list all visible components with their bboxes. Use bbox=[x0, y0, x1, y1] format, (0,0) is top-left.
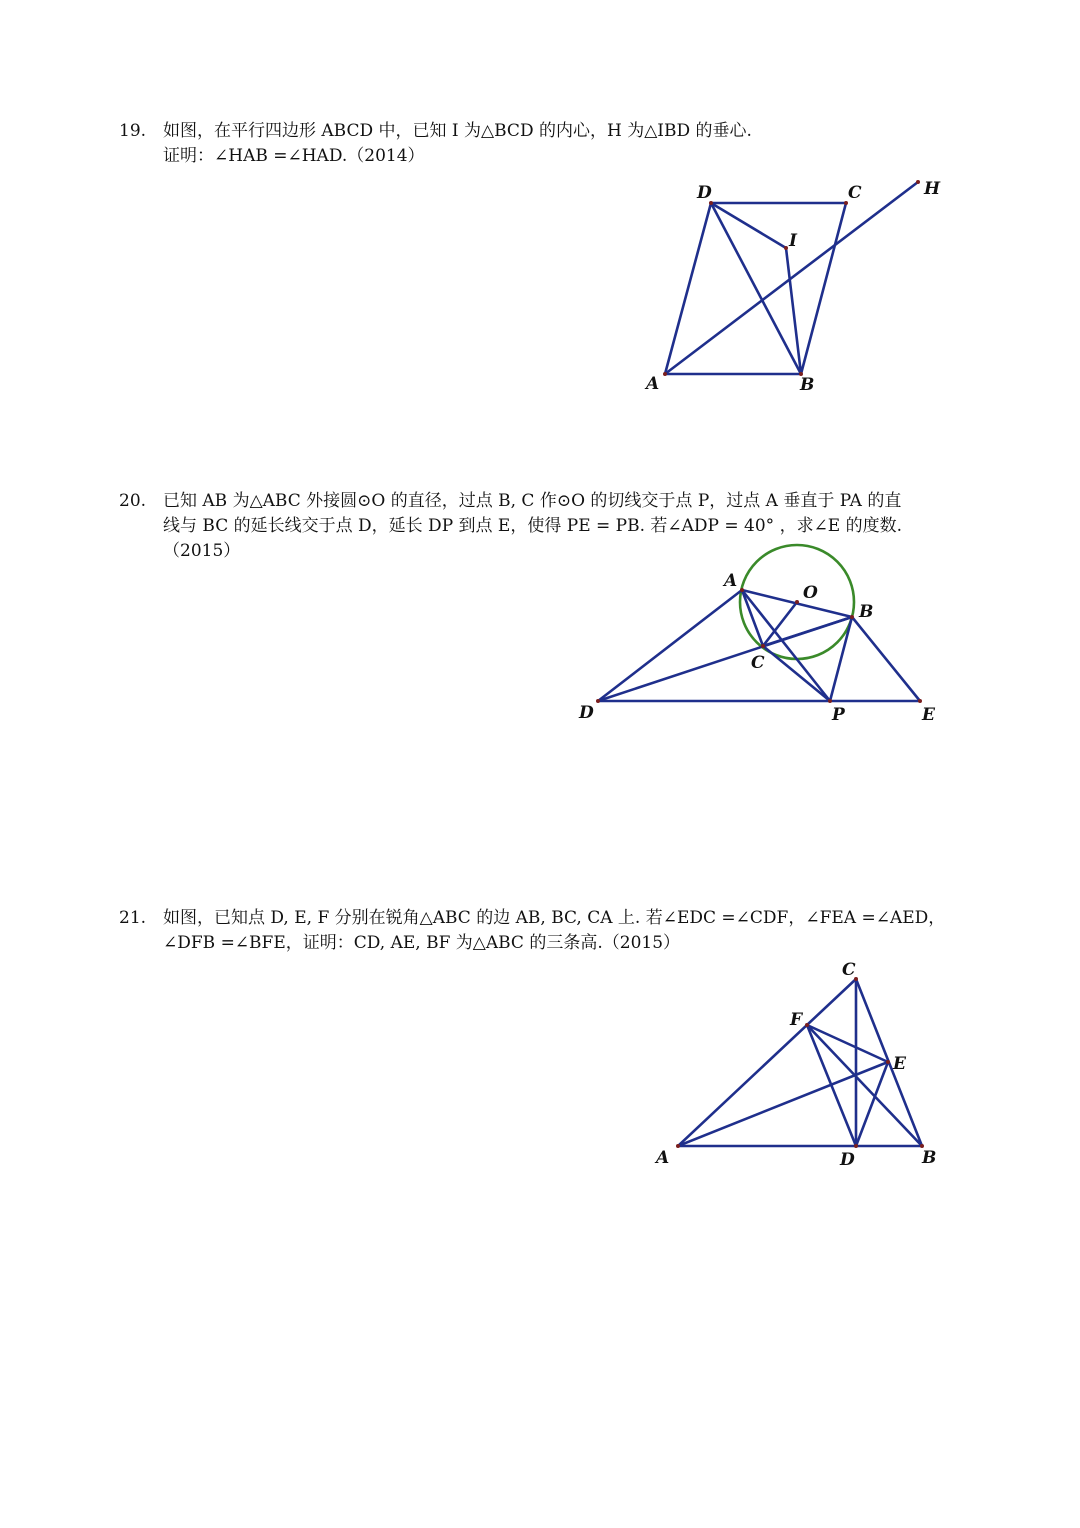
label-F: F bbox=[790, 1010, 803, 1030]
label-E: E bbox=[893, 1054, 906, 1074]
problem-text-line: 如图，已知点 D, E, F 分别在锐角△ABC 的边 AB, BC, CA 上. 若∠EDC =∠CDF，∠FEA =∠AED， bbox=[163, 908, 946, 928]
figure-20 bbox=[598, 545, 920, 701]
point-B bbox=[850, 615, 854, 619]
figure-21 bbox=[678, 979, 922, 1146]
point-H bbox=[916, 180, 920, 184]
point-A bbox=[676, 1144, 680, 1148]
edge-AC bbox=[678, 979, 856, 1146]
label-A: A bbox=[724, 571, 738, 591]
label-A: A bbox=[656, 1148, 670, 1168]
figure-21-points bbox=[676, 977, 924, 1148]
label-B: B bbox=[859, 602, 874, 622]
problem-number: 19. bbox=[119, 121, 147, 141]
problem-text-line: 证明：∠HAB =∠HAD.（2014） bbox=[163, 146, 425, 166]
label-B: B bbox=[800, 375, 815, 395]
point-A bbox=[740, 588, 744, 592]
edge-BF bbox=[807, 1025, 922, 1146]
edge-AH bbox=[665, 182, 918, 374]
point-I bbox=[784, 246, 788, 250]
label-D: D bbox=[840, 1150, 855, 1170]
edge-AP bbox=[742, 590, 830, 701]
problem-text-line: 已知 AB 为△ABC 外接圆⊙O 的直径，过点 B, C 作⊙O 的切线交于点 P，过点 A 垂直于 PA 的直 bbox=[163, 491, 902, 511]
edge-BP bbox=[830, 617, 852, 701]
edge-BE bbox=[852, 617, 920, 701]
problem-text-line: ∠DFB =∠BFE，证明：CD, AE, BF 为△ABC 的三条高.（2015） bbox=[163, 933, 681, 953]
point-E bbox=[918, 699, 922, 703]
label-I: I bbox=[789, 231, 797, 251]
point-E bbox=[886, 1060, 890, 1064]
point-A bbox=[663, 372, 667, 376]
problem-text-line: 线与 BC 的延长线交于点 D，延长 DP 到点 E，使得 PE = PB. 若∠ADP = 40° ，求∠E 的度数. bbox=[163, 516, 903, 536]
label-B: B bbox=[922, 1148, 937, 1168]
point-O bbox=[795, 600, 799, 604]
label-C: C bbox=[848, 183, 862, 203]
label-P: P bbox=[832, 705, 845, 725]
problem-20 bbox=[119, 489, 979, 564]
figure-19-edges bbox=[665, 182, 918, 374]
label-C: C bbox=[842, 960, 856, 980]
label-C: C bbox=[751, 653, 765, 673]
edge-CB bbox=[801, 203, 846, 374]
point-C bbox=[761, 644, 765, 648]
point-D bbox=[596, 699, 600, 703]
edge-IB bbox=[786, 248, 801, 374]
problem-number: 20. bbox=[119, 491, 147, 511]
problem-text-line: （2015） bbox=[163, 541, 241, 561]
label-O: O bbox=[803, 583, 818, 603]
point-D bbox=[854, 1144, 858, 1148]
problem-21 bbox=[119, 906, 979, 956]
label-H: H bbox=[924, 179, 941, 199]
edge-DA bbox=[598, 590, 742, 701]
label-E: E bbox=[922, 705, 935, 725]
label-D: D bbox=[697, 183, 712, 203]
problem-number: 21. bbox=[119, 908, 147, 928]
edge-DA bbox=[665, 203, 711, 374]
label-D: D bbox=[579, 703, 594, 723]
point-P bbox=[828, 699, 832, 703]
label-A: A bbox=[646, 374, 660, 394]
point-F bbox=[805, 1023, 809, 1027]
problem-text-line: 如图，在平行四边形 ABCD 中，已知 I 为△BCD 的内心，H 为△IBD 的垂心. bbox=[163, 121, 752, 141]
